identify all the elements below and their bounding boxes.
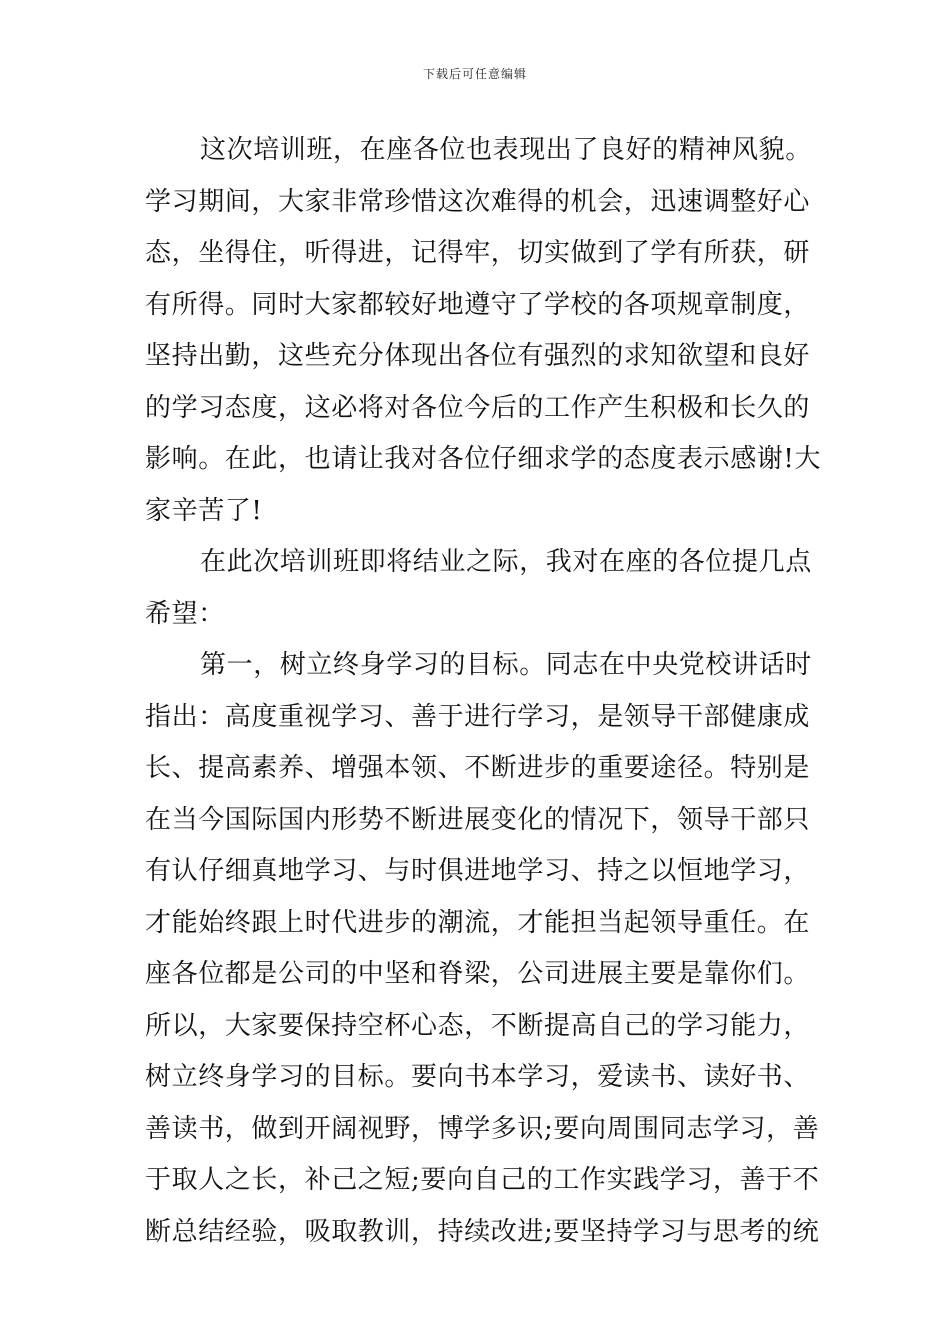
paragraph-line: 于取人之长，补己之短;要向自己的工作实践学习，善于不 bbox=[145, 1165, 820, 1195]
paragraph-line: 长、提高素养、增强本领、不断进步的重要途径。特别是 bbox=[145, 753, 811, 783]
paragraph-line: 影响。在此，也请让我对各位仔细求学的态度表示感谢!大 bbox=[145, 444, 822, 474]
paragraph-line: 家辛苦了! bbox=[145, 495, 263, 526]
paragraph-line: 指出：高度重视学习、善于进行学习，是领导干部健康成 bbox=[145, 701, 811, 732]
paragraph-line: 在当今国际国内形势不断进展变化的情况下，领导干部只 bbox=[145, 804, 811, 835]
paragraph-line: 态，坐得住，听得进，记得牢，切实做到了学有所获，研 bbox=[145, 238, 811, 268]
paragraph-line: 断总结经验，吸取教训，持续改进;要坚持学习与思考的统 bbox=[145, 1216, 820, 1247]
paragraph-line: 在此次培训班即将结业之际，我对在座的各位提几点 bbox=[200, 547, 812, 577]
paragraph-line: 的学习态度，这必将对各位今后的工作产生积极和长久的 bbox=[145, 392, 811, 423]
paragraph-line: 树立终身学习的目标。要向书本学习，爱读书、读好书、 bbox=[145, 1062, 811, 1092]
page-header: 下载后可任意编辑 bbox=[422, 67, 527, 81]
paragraph-line: 所以，大家要保持空杯心态，不断提高自己的学习能力， bbox=[145, 1010, 811, 1041]
paragraph-line: 希望： bbox=[145, 598, 225, 629]
paragraph-line: 有认仔细真地学习、与时俱进地学习、持之以恒地学习， bbox=[145, 856, 811, 886]
paragraph-line: 才能始终跟上时代进步的潮流，才能担当起领导重任。在 bbox=[145, 907, 811, 938]
paragraph-line: 善读书，做到开阔视野，博学多识;要向周围同志学习，善 bbox=[145, 1113, 820, 1144]
document-body bbox=[145, 125, 822, 1258]
paragraph-line: 第一，树立终身学习的目标。同志在中央党校讲话时 bbox=[200, 650, 812, 680]
paragraph-line: 学习期间，大家非常珍惜这次难得的机会，迅速调整好心 bbox=[145, 186, 811, 217]
paragraph-line: 有所得。同时大家都较好地遵守了学校的各项规章制度， bbox=[145, 289, 811, 320]
paragraph-line: 坚持出勤，这些充分体现出各位有强烈的求知欲望和良好 bbox=[145, 341, 811, 371]
paragraph-line: 这次培训班，在座各位也表现出了良好的精神风貌。 bbox=[200, 135, 812, 165]
paragraph-line: 座各位都是公司的中坚和脊梁，公司进展主要是靠你们。 bbox=[145, 959, 811, 989]
